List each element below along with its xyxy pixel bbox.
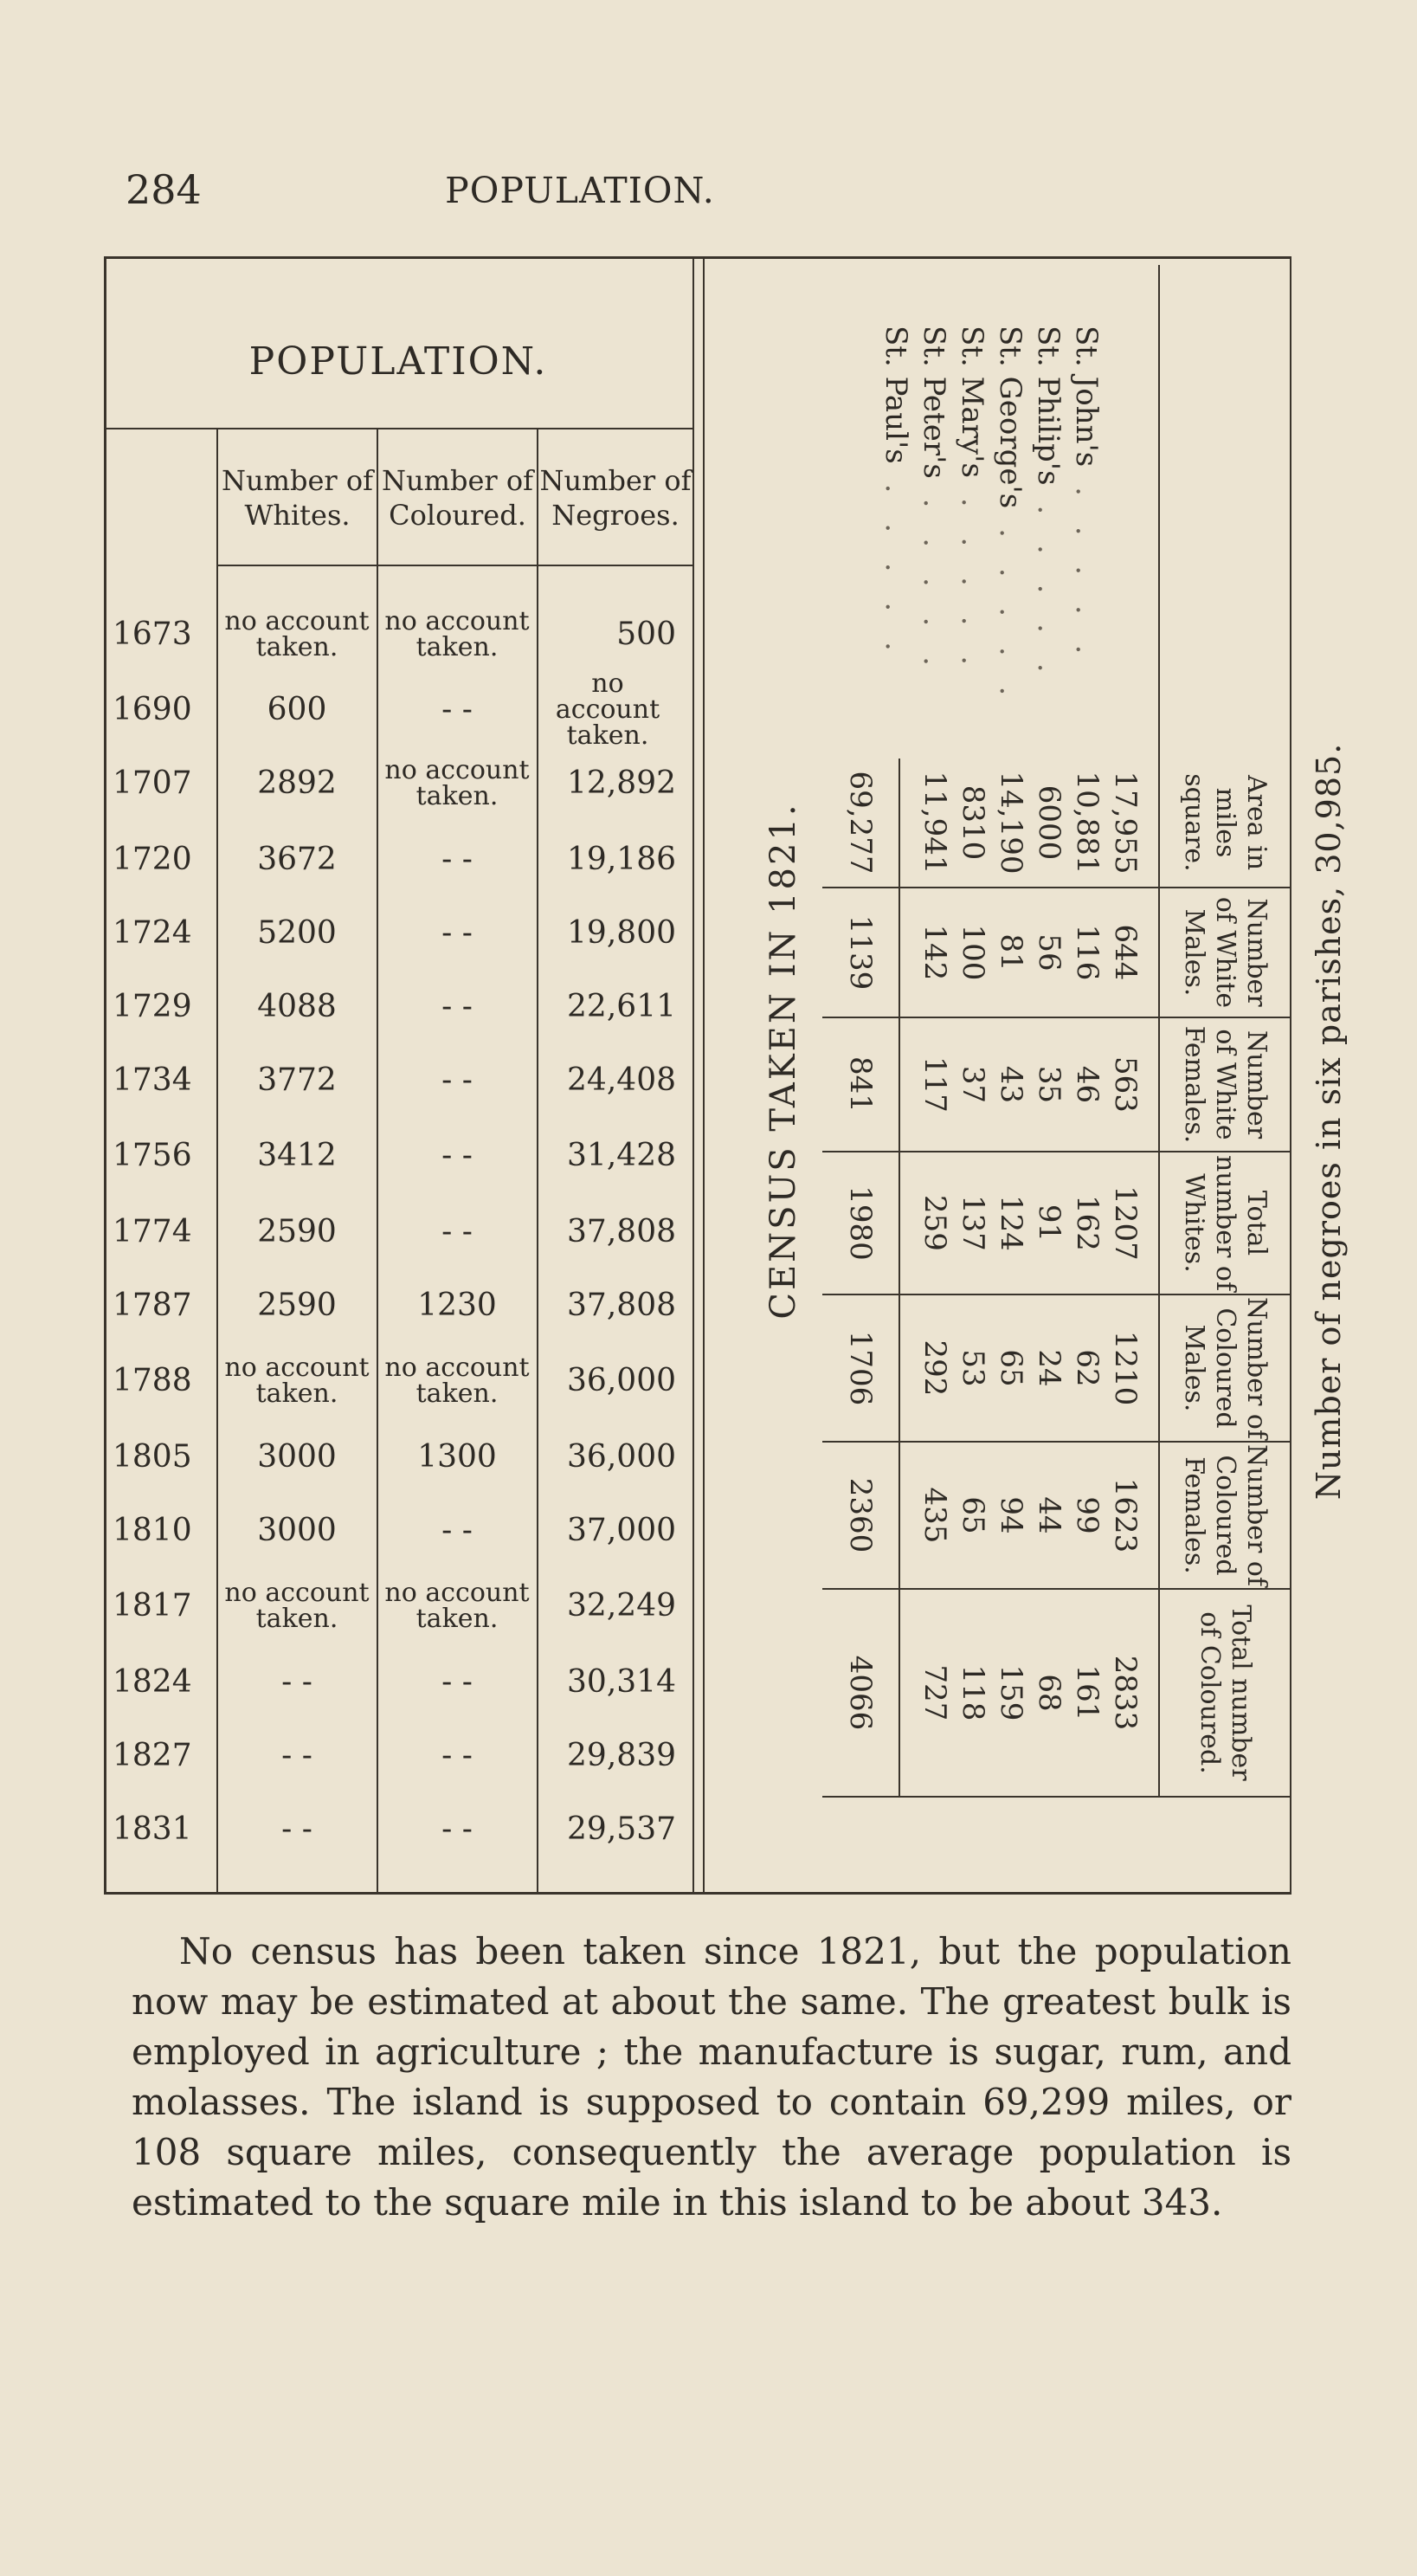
census-cell: 24 bbox=[1032, 1349, 1066, 1387]
census-cell: 1210 bbox=[1108, 1330, 1143, 1406]
census-cell: 644 bbox=[1108, 924, 1143, 981]
census-column-values bbox=[900, 888, 1160, 1018]
census-cell: 43 bbox=[994, 1065, 1028, 1104]
census-cell: 116 bbox=[1070, 924, 1105, 981]
census-column-values bbox=[900, 1590, 1160, 1798]
row-year: 1724 bbox=[113, 915, 192, 951]
row-coloured: - - bbox=[441, 915, 473, 951]
census-cell: 162 bbox=[1070, 1195, 1105, 1251]
row-year: 1805 bbox=[113, 1439, 192, 1475]
census-total-cell: 1139 bbox=[822, 888, 900, 1018]
census-column-values bbox=[900, 1443, 1160, 1590]
row-whites: 4088 bbox=[257, 989, 337, 1024]
row-negroes: 22,611 bbox=[567, 989, 676, 1024]
census-cell: 137 bbox=[956, 1195, 990, 1251]
running-title: POPULATION. bbox=[445, 170, 715, 211]
row-year: 1788 bbox=[113, 1363, 192, 1398]
census-table bbox=[822, 265, 1290, 1798]
column-header-negroes: Number of Negroes. bbox=[539, 464, 692, 532]
row-coloured: no account taken. bbox=[384, 1578, 530, 1634]
row-coloured: - - bbox=[441, 989, 473, 1024]
parish-name: St. John's . . . . . bbox=[1069, 326, 1104, 665]
table-row bbox=[104, 1195, 692, 1269]
row-whites: - - bbox=[281, 1738, 312, 1773]
row-negroes: 19,800 bbox=[567, 915, 676, 951]
row-whites: 3000 bbox=[257, 1513, 337, 1548]
row-negroes: 36,000 bbox=[567, 1439, 676, 1475]
parish-name: St. Mary's . . . . . bbox=[955, 326, 989, 675]
census-cell: 81 bbox=[994, 933, 1028, 972]
row-year: 1720 bbox=[113, 842, 192, 877]
row-negroes: 19,186 bbox=[567, 842, 676, 877]
census-column-values bbox=[900, 1018, 1160, 1152]
row-year: 1810 bbox=[113, 1513, 192, 1548]
table-row bbox=[104, 1645, 692, 1720]
census-cell: 37 bbox=[956, 1065, 990, 1104]
parish-name: St. Paul's . . . . . bbox=[879, 326, 913, 662]
column-header-whites: Number of Whites. bbox=[222, 464, 373, 532]
table-row bbox=[104, 1719, 692, 1793]
table-row bbox=[104, 970, 692, 1044]
census-cell: 68 bbox=[1032, 1674, 1066, 1712]
body-paragraph: No census has been taken since 1821, but the population now may be estimated at about the same. The greatest bulk is employed in agriculture ; the manufacture is sugar, rum, and molasses. The island is supposed to contain 69,299 miles, or 108 square miles, consequently the average population is estimated to the square mile in this island to be about 343. bbox=[132, 1930, 1291, 2224]
row-whites: 3672 bbox=[257, 842, 337, 877]
row-negroes: 12,892 bbox=[567, 765, 676, 801]
row-coloured: - - bbox=[441, 692, 473, 727]
census-column-header: Number of White Males. bbox=[1160, 888, 1290, 1018]
parish-name: St. George's . . . . . bbox=[993, 326, 1027, 707]
census-cell: 46 bbox=[1070, 1065, 1105, 1104]
row-whites: 2892 bbox=[257, 765, 337, 801]
table-row bbox=[104, 896, 692, 971]
census-total-cell: 841 bbox=[822, 1018, 900, 1152]
table-row bbox=[104, 1792, 692, 1867]
census-cell: 1623 bbox=[1108, 1477, 1143, 1553]
census-cell: 17,955 bbox=[1108, 771, 1143, 875]
row-coloured: no account taken. bbox=[384, 606, 530, 662]
census-cell: 44 bbox=[1032, 1496, 1066, 1534]
row-year: 1756 bbox=[113, 1138, 192, 1173]
census-column-header: Area in miles square. bbox=[1160, 759, 1290, 888]
census-cell: 65 bbox=[956, 1496, 990, 1534]
census-cell: 91 bbox=[1032, 1204, 1066, 1243]
row-coloured: 1230 bbox=[417, 1288, 497, 1323]
table-row bbox=[104, 746, 692, 821]
census-cell: 56 bbox=[1032, 933, 1066, 972]
row-whites: no account taken. bbox=[224, 1578, 370, 1634]
page-number: 284 bbox=[126, 166, 202, 213]
row-negroes: 29,537 bbox=[567, 1811, 676, 1847]
census-cell: 435 bbox=[918, 1487, 952, 1544]
row-negroes: 37,808 bbox=[567, 1214, 676, 1249]
row-coloured: no account taken. bbox=[384, 1353, 530, 1409]
table-row bbox=[104, 1420, 692, 1495]
census-cell: 100 bbox=[956, 924, 990, 981]
row-year: 1817 bbox=[113, 1588, 192, 1624]
row-negroes: 500 bbox=[616, 617, 676, 652]
row-whites: 3000 bbox=[257, 1439, 337, 1475]
census-column-values bbox=[900, 1295, 1160, 1443]
row-coloured: - - bbox=[441, 842, 473, 877]
row-negroes: 32,249 bbox=[567, 1588, 676, 1624]
table-row bbox=[104, 1043, 692, 1118]
census-cell: 35 bbox=[1032, 1065, 1066, 1104]
census-cell: 142 bbox=[918, 924, 952, 981]
census-cell: 161 bbox=[1070, 1664, 1105, 1721]
row-whites: 5200 bbox=[257, 915, 337, 951]
census-column-header: Number of Coloured Males. bbox=[1160, 1295, 1290, 1443]
row-negroes: 29,839 bbox=[567, 1738, 676, 1773]
census-column-header: Total number of Coloured. bbox=[1160, 1590, 1290, 1798]
row-negroes: 36,000 bbox=[567, 1363, 676, 1398]
row-whites: no account taken. bbox=[224, 606, 370, 662]
row-year: 1690 bbox=[113, 692, 192, 727]
census-cell: 53 bbox=[956, 1349, 990, 1387]
row-negroes: 30,314 bbox=[567, 1664, 676, 1700]
row-coloured: - - bbox=[441, 1811, 473, 1847]
row-whites: 3772 bbox=[257, 1062, 337, 1098]
census-cell: 62 bbox=[1070, 1349, 1105, 1387]
census-cell: 99 bbox=[1070, 1496, 1105, 1534]
row-whites: - - bbox=[281, 1664, 312, 1700]
row-whites: 2590 bbox=[257, 1288, 337, 1323]
table-row bbox=[104, 823, 692, 897]
row-negroes: 37,808 bbox=[567, 1288, 676, 1323]
population-table-title: POPULATION. bbox=[248, 339, 548, 384]
census-cell: 11,941 bbox=[918, 771, 952, 875]
table-row bbox=[104, 1269, 692, 1343]
row-year: 1707 bbox=[113, 765, 192, 801]
census-cell: 563 bbox=[1108, 1056, 1143, 1113]
row-negroes: 31,428 bbox=[567, 1138, 676, 1173]
row-year: 1729 bbox=[113, 989, 192, 1024]
row-coloured: - - bbox=[441, 1214, 473, 1249]
census-cell: 6000 bbox=[1032, 784, 1066, 861]
column-header-coloured: Number of Coloured. bbox=[382, 464, 533, 532]
census-column-header: Total number of Whites. bbox=[1160, 1152, 1290, 1295]
census-cell: 65 bbox=[994, 1349, 1028, 1387]
census-column-values bbox=[900, 759, 1160, 888]
census-cell: 117 bbox=[918, 1056, 952, 1113]
census-total-cell: 4066 bbox=[822, 1590, 900, 1798]
table-row bbox=[104, 1569, 692, 1643]
table-row bbox=[104, 1344, 692, 1418]
table-row bbox=[104, 668, 692, 751]
row-whites: - - bbox=[281, 1811, 312, 1847]
row-year: 1787 bbox=[113, 1288, 192, 1323]
row-year: 1824 bbox=[113, 1664, 192, 1700]
census-cell: 118 bbox=[956, 1664, 990, 1721]
row-coloured: no account taken. bbox=[384, 755, 530, 811]
row-coloured: - - bbox=[441, 1513, 473, 1548]
census-cell: 94 bbox=[994, 1496, 1028, 1534]
census-cell: 1207 bbox=[1108, 1185, 1143, 1261]
census-total-cell: 1706 bbox=[822, 1295, 900, 1443]
row-whites: no account taken. bbox=[224, 1353, 370, 1409]
parish-list bbox=[822, 265, 1160, 759]
table-row bbox=[104, 597, 692, 672]
row-coloured: - - bbox=[441, 1738, 473, 1773]
row-coloured: - - bbox=[441, 1062, 473, 1098]
table-row bbox=[104, 1494, 692, 1568]
parish-name: St. Philip's . . . . . bbox=[1031, 326, 1066, 683]
row-coloured: - - bbox=[441, 1664, 473, 1700]
row-whites: 600 bbox=[267, 692, 327, 727]
census-cell: 727 bbox=[918, 1664, 952, 1721]
census-cell: 2833 bbox=[1108, 1655, 1143, 1731]
row-whites: 3412 bbox=[257, 1138, 337, 1173]
census-column-values bbox=[900, 1152, 1160, 1295]
census-cell: 10,881 bbox=[1070, 771, 1105, 875]
census-cell: 124 bbox=[994, 1195, 1028, 1251]
parish-name: St. Peter's . . . . . bbox=[917, 326, 951, 676]
table-row bbox=[104, 1119, 692, 1193]
row-year: 1734 bbox=[113, 1062, 192, 1098]
census-total-cell: 2360 bbox=[822, 1443, 900, 1590]
row-coloured: 1300 bbox=[417, 1439, 497, 1475]
row-whites: 2590 bbox=[257, 1214, 337, 1249]
row-year: 1774 bbox=[113, 1214, 192, 1249]
row-year: 1831 bbox=[113, 1811, 192, 1847]
row-negroes: 24,408 bbox=[567, 1062, 676, 1098]
census-column-header: Number of Coloured Females. bbox=[1160, 1443, 1290, 1590]
row-year: 1827 bbox=[113, 1738, 192, 1773]
row-coloured: - - bbox=[441, 1138, 473, 1173]
census-total-cell: 1980 bbox=[822, 1152, 900, 1295]
row-negroes: 37,000 bbox=[567, 1513, 676, 1548]
row-negroes: no account taken. bbox=[555, 668, 660, 751]
census-cell: 8310 bbox=[956, 784, 990, 861]
row-year: 1673 bbox=[113, 617, 192, 652]
census-column-header: Number of White Females. bbox=[1160, 1018, 1290, 1152]
census-cell: 292 bbox=[918, 1340, 952, 1397]
census-cell: 14,190 bbox=[994, 771, 1028, 875]
census-total-cell: 69,277 bbox=[822, 759, 900, 888]
census-cell: 259 bbox=[918, 1195, 952, 1251]
census-cell: 159 bbox=[994, 1664, 1028, 1721]
